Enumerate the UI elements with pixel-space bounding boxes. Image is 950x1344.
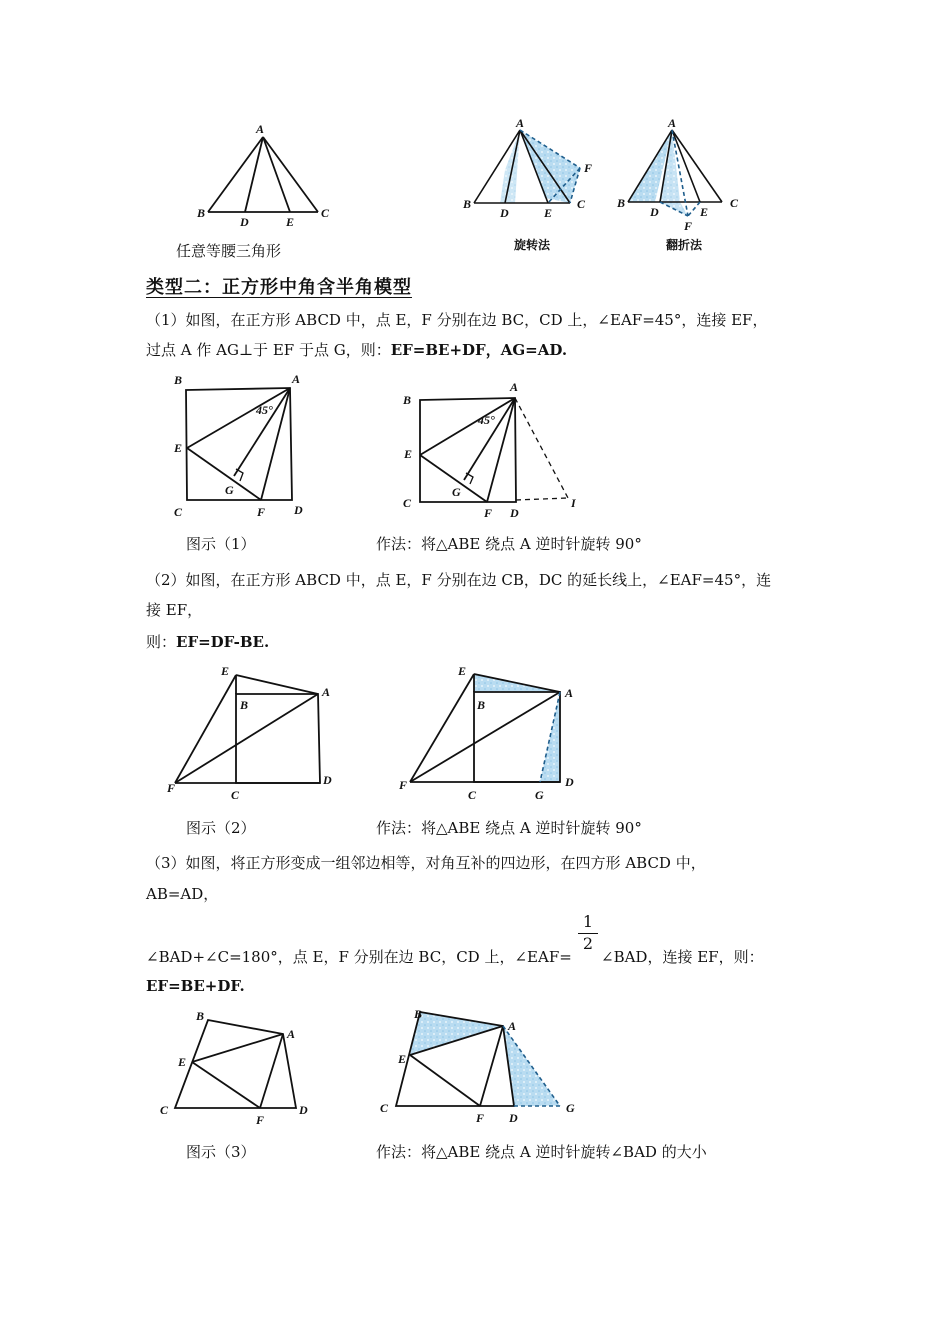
square-figure-1-rotated [402, 380, 577, 520]
part2-line2: 接 EF， [146, 601, 203, 619]
label-D: D [240, 215, 249, 229]
figure2-method-caption: 作法：将△ABE 绕点 A 逆时针旋转 90° [376, 819, 642, 837]
label-G: G [225, 483, 234, 497]
part3-line1: （3）如图，将正方形变成一组邻边相等，对角互补的四边形，在四方形 ABCD 中， [146, 854, 706, 872]
label-F: F [484, 506, 493, 520]
label-B: B [174, 373, 183, 387]
label-B: B [197, 206, 206, 220]
square-figure-1 [173, 372, 303, 519]
label-D: D [509, 1111, 518, 1125]
fraction-one-half [578, 912, 598, 953]
label-D: D [294, 503, 303, 517]
square-figure-2-rotated [398, 664, 574, 802]
label-I: I [571, 496, 576, 510]
label-B: B [240, 698, 249, 712]
label-G: G [452, 485, 461, 499]
label-A: A [565, 686, 574, 700]
label-A: A [510, 380, 519, 394]
label-E: E [286, 215, 295, 229]
label-C: C [380, 1101, 389, 1115]
label-E: E [404, 447, 413, 461]
label-D: D [323, 773, 332, 787]
label-D: D [565, 775, 574, 789]
label-F: F [476, 1111, 485, 1125]
label-C: C [577, 197, 586, 211]
part1-conclusion: EF=BE+DF，AG=AD. [390, 341, 568, 359]
label-G: G [535, 788, 544, 802]
label-F: F [584, 161, 593, 175]
part2-line1: （2）如图，在正方形 ABCD 中，点 E，F 分别在边 CB，DC 的延长线上，∠EAF=45°，连 [146, 571, 772, 589]
quadrilateral-figure-3 [160, 1009, 308, 1127]
label-C: C [321, 206, 330, 220]
figure1-caption: 图示（1） [186, 535, 256, 553]
folding-method-figure [616, 116, 739, 252]
label-B: B [414, 1007, 423, 1021]
label-C: C [231, 788, 240, 802]
part2-conclusion: EF=DF-BE. [176, 633, 270, 651]
label-F: F [257, 505, 266, 519]
label-E: E [174, 441, 183, 455]
rotate-method-caption: 旋转法 [514, 238, 551, 252]
label-F: F [167, 781, 176, 795]
isosceles-triangle-figure [208, 137, 318, 212]
part2-line3-plain: 则： [146, 633, 177, 651]
label-A: A [292, 372, 301, 386]
label-B: B [617, 196, 626, 210]
label-E: E [221, 664, 230, 678]
label-B: B [403, 393, 412, 407]
part1-line2-plain: 过点 A 作 AG⊥于 EF 于点 G，则： [146, 341, 391, 359]
label-A: A [256, 122, 265, 136]
label-A: A [668, 116, 677, 130]
label-C: C [468, 788, 477, 802]
label-F: F [256, 1113, 265, 1127]
square-figure-2 [166, 664, 332, 802]
label-A: A [322, 685, 331, 699]
part1-line2 [146, 340, 567, 360]
figure3-method-caption: 作法：将△ABE 绕点 A 逆时针旋转∠BAD 的大小 [376, 1143, 707, 1161]
label-C: C [174, 505, 183, 519]
part3-conclusion: EF=BE+DF. [146, 977, 245, 995]
part3-line3-left: ∠BAD+∠C=180°，点 E，F 分别在边 BC，CD 上，∠EAF= [146, 948, 572, 966]
label-B: B [477, 698, 486, 712]
label-F: F [399, 778, 408, 792]
part3-line2: AB=AD， [146, 885, 219, 903]
label-D: D [299, 1103, 308, 1117]
label-F: F [684, 219, 693, 233]
label-D: D [500, 206, 509, 220]
isosceles-caption: 任意等腰三角形 [176, 242, 282, 260]
label-A: A [508, 1019, 517, 1033]
label-E: E [458, 664, 467, 678]
part1-line1: （1）如图，在正方形 ABCD 中，点 E，F 分别在边 BC，CD 上，∠EAF=45°，连接 EF， [146, 311, 768, 329]
label-D: D [510, 506, 519, 520]
label-A: A [516, 116, 525, 130]
figure1-method-caption: 作法：将△ABE 绕点 A 逆时针旋转 90° [376, 535, 642, 553]
figure3-caption: 图示（3） [186, 1143, 256, 1161]
angle-45-label: 45° [478, 413, 495, 427]
rotation-method-figure [462, 116, 592, 252]
quadrilateral-figure-3-rotated [380, 1007, 575, 1125]
fold-method-caption: 翻折法 [666, 238, 703, 252]
label-G: G [566, 1101, 575, 1115]
label-E: E [178, 1055, 187, 1069]
part3-line3-right: ∠BAD，连接 EF，则： [601, 948, 764, 966]
fraction-denominator: 2 [578, 933, 598, 953]
label-E: E [700, 205, 709, 219]
section-title: 类型二：正方形中角含半角模型 [146, 277, 412, 298]
figure2-caption: 图示（2） [186, 819, 256, 837]
label-C: C [160, 1103, 169, 1117]
label-B: B [463, 197, 472, 211]
angle-45-label: 45° [256, 403, 273, 417]
label-E: E [398, 1052, 407, 1066]
label-C: C [730, 196, 739, 210]
label-D: D [650, 205, 659, 219]
label-A: A [287, 1027, 296, 1041]
part2-line3 [146, 632, 269, 652]
label-E: E [544, 206, 553, 220]
fraction-numerator: 1 [582, 912, 594, 931]
label-B: B [196, 1009, 205, 1023]
label-C: C [403, 496, 412, 510]
